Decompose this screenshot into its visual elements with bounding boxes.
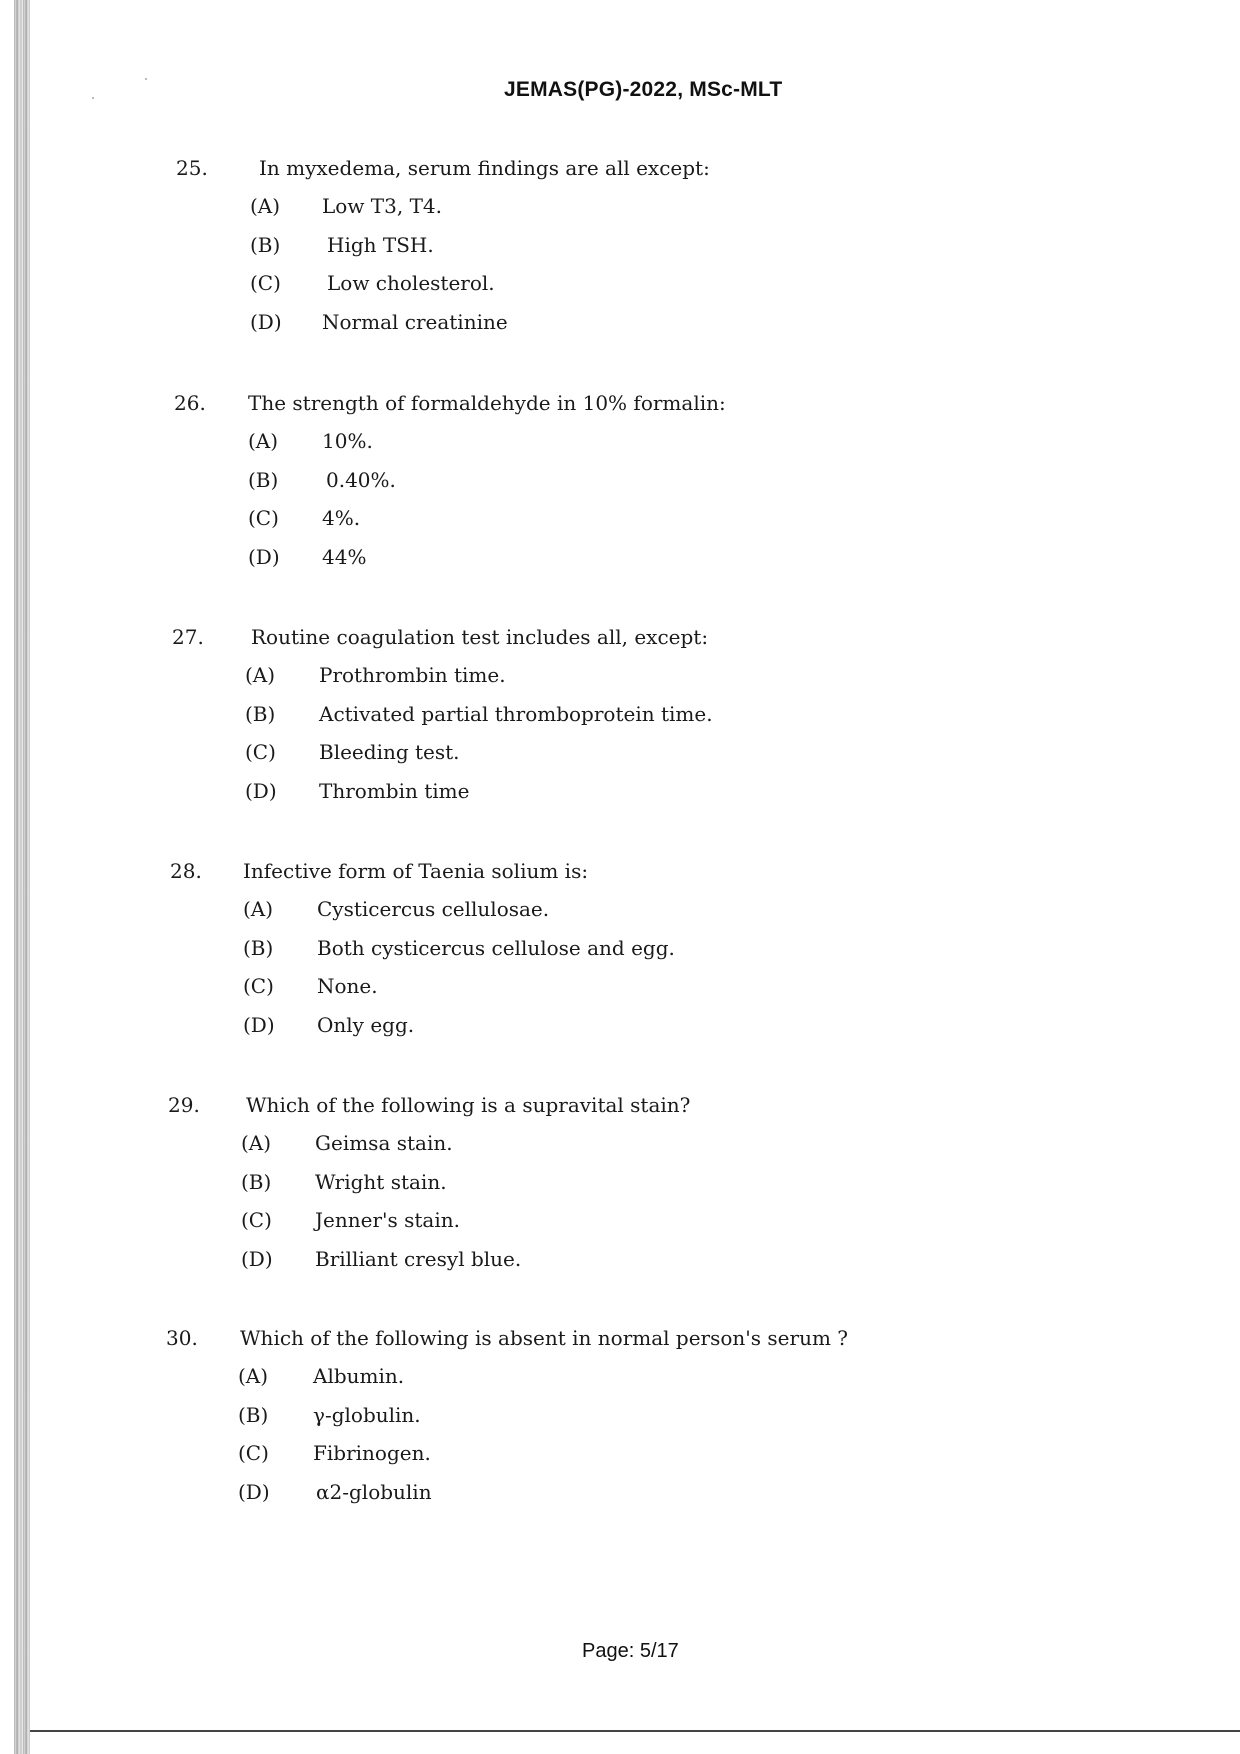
scan-speck — [145, 78, 147, 80]
option-letter: (C) — [245, 740, 276, 764]
question-number: 26. — [174, 391, 206, 415]
bottom-divider — [30, 1730, 1240, 1732]
option-text: Prothrombin time. — [319, 663, 506, 687]
question-text: Which of the following is a supravital stain? — [246, 1093, 691, 1117]
option-letter: (C) — [241, 1208, 272, 1232]
question-number: 29. — [168, 1093, 200, 1117]
option-text: Normal creatinine — [322, 309, 508, 334]
option-text: None. — [317, 974, 378, 998]
option-letter: (A) — [238, 1364, 269, 1388]
question-number: 28. — [170, 859, 202, 883]
option-text: Only egg. — [317, 1012, 415, 1037]
question-text: Routine coagulation test includes all, except: — [251, 625, 709, 649]
option-text: Brilliant cresyl blue. — [315, 1246, 522, 1271]
option-letter: (A) — [241, 1131, 272, 1155]
option-text: Wright stain. — [315, 1169, 447, 1194]
option-text: Fibrinogen. — [313, 1441, 431, 1465]
option-text: Jenner's stain. — [315, 1208, 460, 1232]
option-letter: (B) — [238, 1402, 269, 1427]
option-text: Albumin. — [313, 1364, 405, 1388]
option-letter: (A) — [245, 663, 276, 687]
option-text: Low cholesterol. — [327, 271, 495, 295]
option-letter: (B) — [248, 467, 279, 492]
option-letter: (C) — [243, 974, 274, 998]
question-text: The strength of formaldehyde in 10% formalin: — [248, 391, 726, 415]
option-letter: (B) — [250, 232, 281, 257]
scan-speck — [92, 97, 94, 99]
option-letter: (D) — [241, 1246, 273, 1271]
option-text: α2-globulin — [316, 1479, 432, 1504]
option-letter: (D) — [243, 1012, 275, 1037]
option-text: High TSH. — [327, 232, 434, 257]
option-letter: (B) — [243, 935, 274, 960]
question-text: Which of the following is absent in normal person's serum ? — [240, 1326, 848, 1350]
option-text: 4%. — [322, 506, 361, 530]
option-letter: (C) — [248, 506, 279, 530]
option-text: 10%. — [322, 429, 373, 453]
option-text: Thrombin time — [319, 778, 470, 803]
option-text: 0.40%. — [326, 467, 396, 492]
question-number: 27. — [172, 625, 204, 649]
scan-binding-edge — [14, 0, 30, 1754]
question-text: In myxedema, serum findings are all except: — [259, 156, 710, 180]
option-letter: (C) — [238, 1441, 269, 1465]
option-text: γ-globulin. — [313, 1402, 421, 1427]
option-letter: (A) — [248, 429, 279, 453]
option-letter: (D) — [245, 778, 277, 803]
option-letter: (B) — [241, 1169, 272, 1194]
option-letter: (C) — [250, 271, 281, 295]
option-letter: (D) — [248, 544, 280, 569]
option-text: Cysticercus cellulosae. — [317, 897, 550, 921]
question-number: 25. — [176, 156, 208, 180]
option-text: Both cysticercus cellulose and egg. — [317, 935, 675, 960]
option-text: Geimsa stain. — [315, 1131, 453, 1155]
option-letter: (D) — [250, 309, 282, 334]
question-number: 30. — [166, 1326, 198, 1350]
option-text: Low T3, T4. — [322, 194, 442, 218]
question-text: Infective form of Taenia solium is: — [243, 859, 589, 883]
option-letter: (A) — [250, 194, 281, 218]
option-text: Activated partial thromboprotein time. — [319, 701, 713, 726]
option-letter: (D) — [238, 1479, 270, 1504]
option-text: 44% — [322, 544, 367, 569]
option-text: Bleeding test. — [319, 740, 460, 764]
option-letter: (A) — [243, 897, 274, 921]
page-number: Page: 5/17 — [582, 1640, 679, 1662]
option-letter: (B) — [245, 701, 276, 726]
page-header-title: JEMAS(PG)-2022, MSc-MLT — [504, 78, 783, 101]
